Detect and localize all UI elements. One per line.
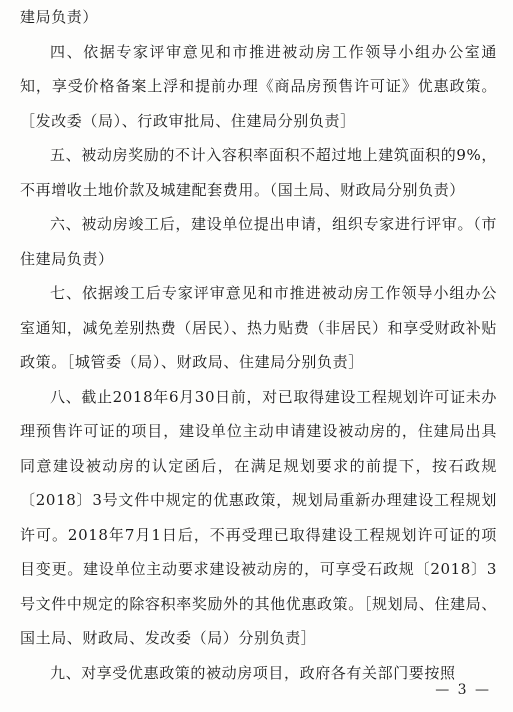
- paragraph-item-4: 四、依据专家评审意见和市推进被动房工作领导小组办公室通知，享受价格备案上浮和提前办理《商品房预售许可证》优惠政策。［发改委（局）、行政审批局、住建局分别负责］: [20, 42, 497, 130]
- paragraph-item-9: 九、对享受优惠政策的被动房项目，政府各有关部门要按照: [50, 663, 456, 682]
- page-number: — 3 —: [435, 682, 491, 698]
- paragraph-item-7: 七、依据竣工后专家评审意见和市推进被动房工作领导小组办公室通知，减免差别热费（居民）、热力贴费（非居民）和享受财政补贴政策。［城管委（局）、财政局、住建局分别负责］: [20, 284, 497, 371]
- paragraph-item-5: 五、被动房奖励的不计入容积率面积不超过地上建筑面积的9%，不再增收土地价款及城建配套费用。（国土局、财政局分别负责）: [20, 146, 497, 199]
- paragraph-item-6: 六、被动房竣工后，建设单位提出申请，组织专家进行评审。（市住建局负责）: [20, 215, 497, 268]
- paragraph-continuation: 建局负责）: [20, 8, 99, 26]
- document-body: [20, 0, 497, 690]
- paragraph-item-8: 八、截止2018年6月30日前，对已取得建设工程规划许可证未办理预售许可证的项目，建设单位主动申请建设被动房的，住建局出具同意建设被动房的认定函后，在满足规划要求的前提下，按石政规〔2018〕3号文件中规定的优惠政策，规划局重新办理建设工程规划许可。2018年7月1日后，不再受理已取得建设工程规划许可证的项目变更。建设单位主动要求建设被动房的，可享受石政规〔2018〕3号文件中规定的除容积率奖励外的其他优惠政策。［规划局、住建局、国土局、财政局、发改委（局）分别负责］: [20, 387, 497, 647]
